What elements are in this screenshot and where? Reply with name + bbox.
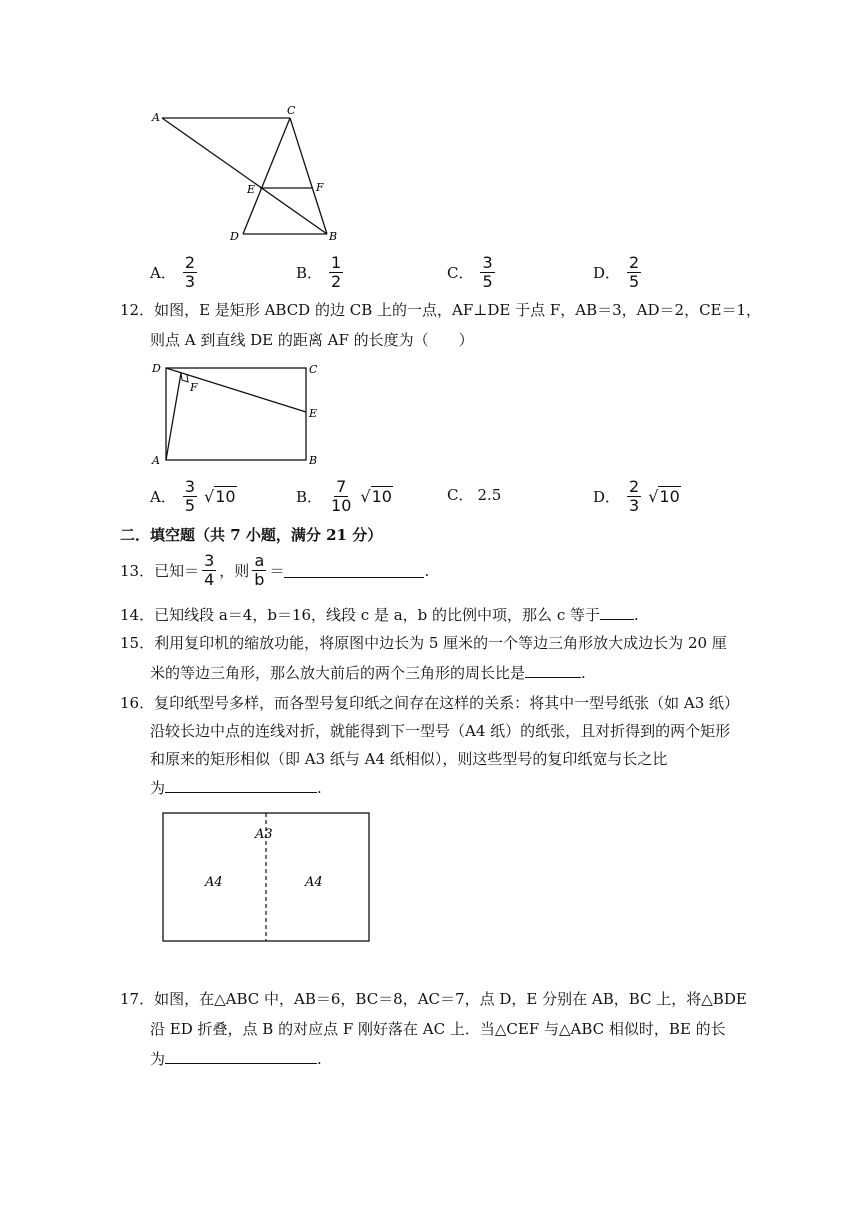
fig11-label-a: A [152,111,160,124]
fig12-label-b: B [309,454,318,467]
q17-line-1: 17．如图，在△ABC 中，AB＝6，BC＝8，AC＝7，点 D，E 分别在 AB，BC 上，将△BDE [120,990,747,1008]
sqrt-symbol: √10 [360,487,392,506]
fig11-label-d: D [230,230,239,243]
fig12-label-a: A [152,454,160,467]
q15-line-1: 15．利用复印机的缩放功能，将原图中边长为 5 厘米的一个等边三角形放大成边长为 20 厘 [120,634,727,652]
q16-line-4: 为 . [150,779,322,797]
answer-blank[interactable] [284,563,424,578]
fig12-label-e: E [309,407,318,420]
fig11-label-b: B [329,230,338,243]
q11-option-a: A． $\frac{2}{3}$ [150,253,196,291]
q16-line-2: 沿较长边中点的连线对折，就能得到下一型号（A4 纸）的纸张，且对折得到的两个矩形 [150,722,731,740]
q11-option-d: D． $\frac{2}{5}$ [593,253,640,291]
answer-blank[interactable] [165,1049,317,1064]
answer-blank[interactable] [600,605,634,620]
q11-option-c: C． $\frac{3}{5}$ [447,253,493,291]
q12-line-1: 12．如图，E 是矩形 ABCD 的边 CB 上的一点，AF⊥DE 于点 F，AB＝3，AD＝2，CE＝1， [120,301,762,319]
sqrt-symbol: √10 [648,487,680,506]
fig12-label-c: C [309,363,318,376]
q12-line-2: 则点 A 到直线 DE 的距离 AF 的长度为（ ） [150,331,474,349]
fig16-label-a3: A3 [255,827,273,842]
q16-line-1: 16．复印纸型号多样，而各型号复印纸之间存在这样的关系：将其中一型号纸张（如 A3 纸） [120,694,740,712]
q12-option-c: C． 2.5 [447,485,502,504]
q13: 13．已知＝ $\frac{3}{4}$ ，则 $\frac{a}{b}$ ＝ . [120,551,430,589]
figure-q16-paper [160,810,372,945]
figure-q11 [150,100,350,245]
fig16-label-a4-left: A4 [205,875,223,890]
q17-line-3: 为 . [150,1050,322,1068]
answer-blank[interactable] [165,778,317,793]
q17-line-2: 沿 ED 折叠，点 B 的对应点 F 刚好落在 AC 上．当△CEF 与△ABC 相似时，BE 的长 [150,1020,726,1038]
fig11-label-e: E [247,183,256,196]
section-heading: 二．填空题（共 7 小题，满分 21 分） [120,526,383,544]
answer-blank[interactable] [525,663,581,678]
fig11-label-f: F [316,181,324,194]
q12-option-a: A． $\frac{3}{5}$ √10 [150,477,236,515]
q16-line-3: 和原来的矩形相似（即 A3 纸与 A4 纸相似），则这些型号的复印纸宽与长之比 [150,750,668,768]
fig16-label-a4-right: A4 [305,875,323,890]
fig11-label-c: C [287,104,296,117]
q12-option-b: B． $\frac{7}{10}$ √10 [296,477,392,515]
q15-line-2: 米的等边三角形，那么放大前后的两个三角形的周长比是 . [150,664,586,682]
sqrt-symbol: √10 [204,487,236,506]
fig12-label-d: D [152,362,161,375]
q14: 14．已知线段 a＝4，b＝16，线段 c 是 a，b 的比例中项，那么 c 等于 . [120,606,639,624]
q12-option-d: D． $\frac{2}{3}$ √10 [593,477,680,515]
figure-q12 [148,360,328,470]
q11-option-b: B． $\frac{1}{2}$ [296,253,342,291]
fig12-label-f: F [190,381,198,394]
